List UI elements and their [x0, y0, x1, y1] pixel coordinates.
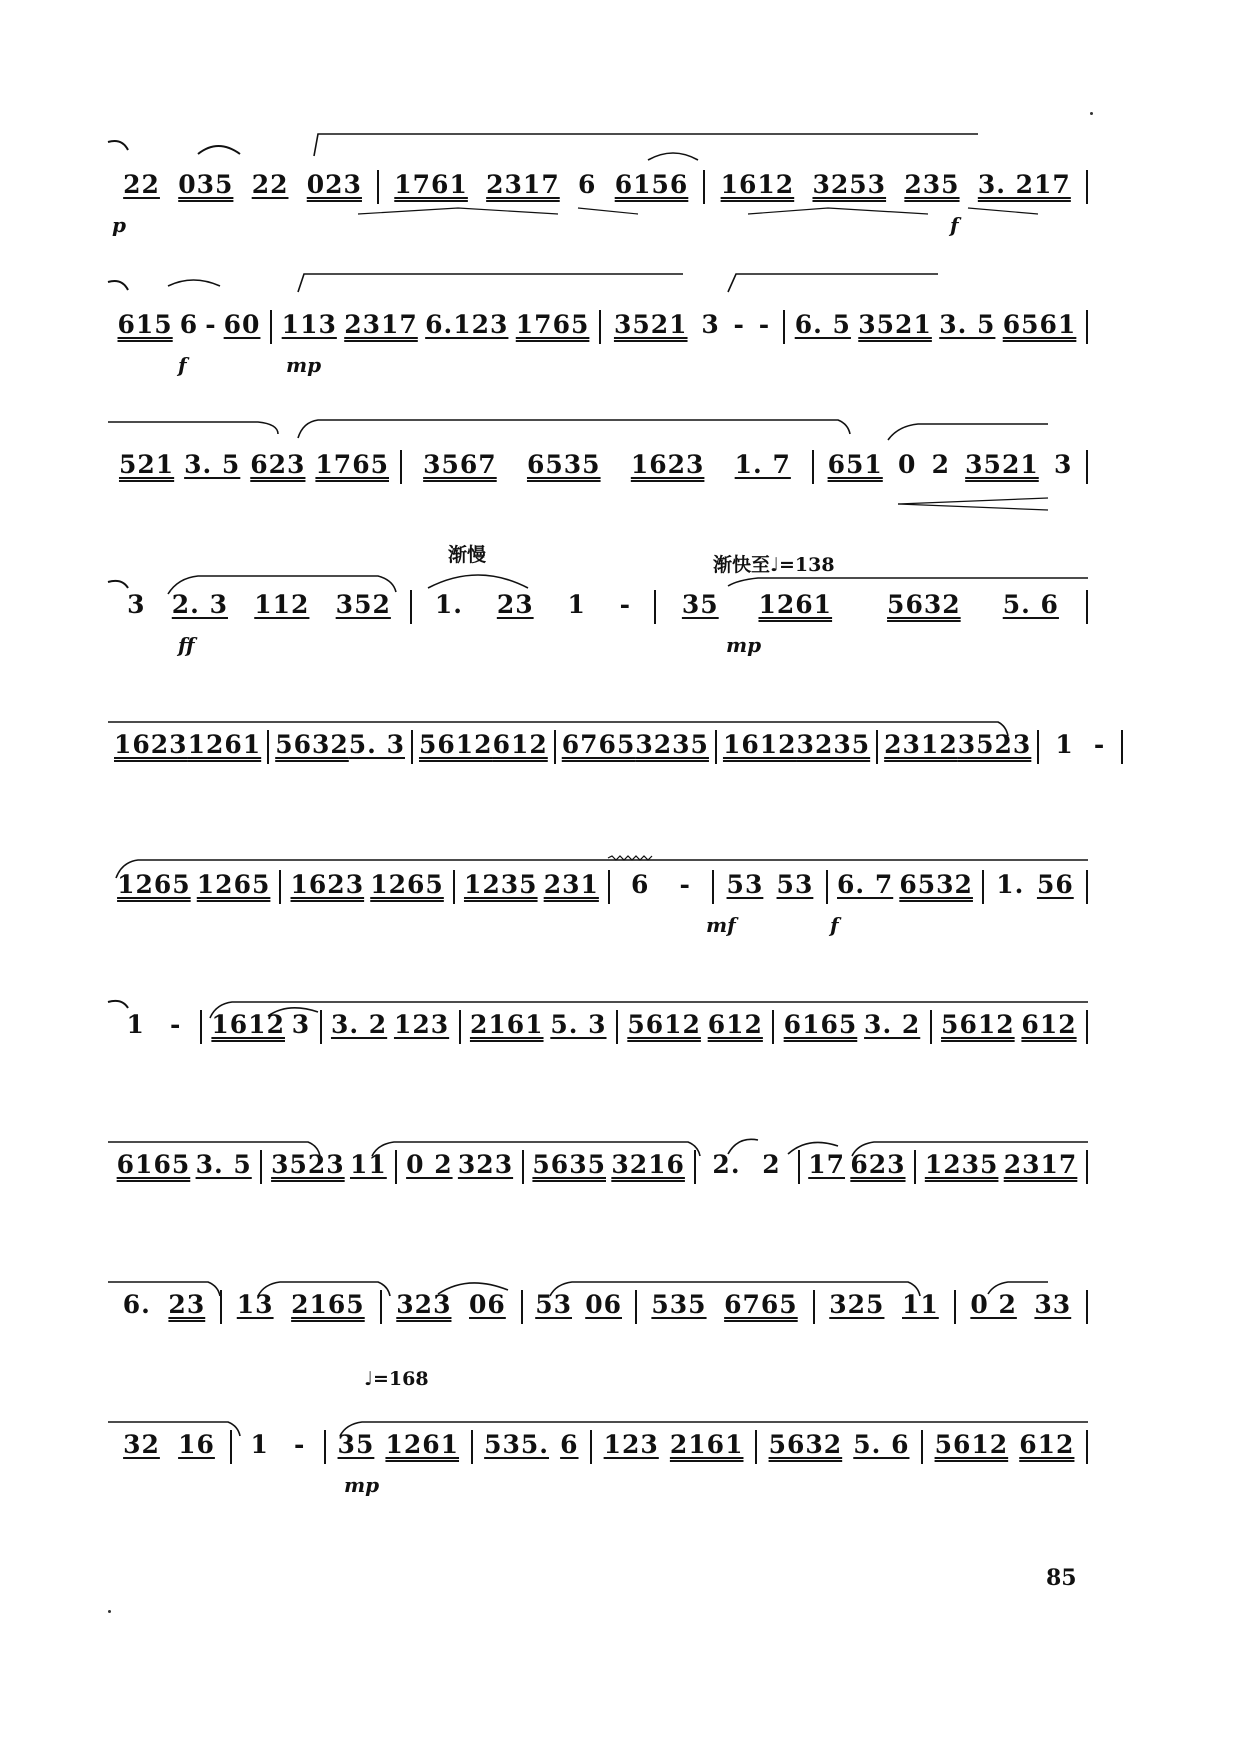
measure [523, 1290, 635, 1340]
note-group: 3567 [423, 450, 497, 479]
note-group: 6532 [899, 870, 973, 899]
measures [108, 450, 1088, 500]
measure [524, 1150, 694, 1200]
note-group: 323 [396, 1290, 452, 1319]
note-group: 6 [578, 170, 597, 199]
note-group: 1. [434, 590, 464, 619]
note-group: 6.123 [425, 310, 509, 339]
measures [108, 1010, 1088, 1060]
note-group: 3. 5 [195, 1150, 252, 1179]
measure [402, 450, 812, 500]
note-group: 11 [902, 1290, 939, 1319]
note-group: 0 [897, 450, 917, 479]
barline [1086, 1010, 1088, 1044]
note-group: 1261 [187, 730, 262, 759]
note-group: 60 [223, 310, 261, 339]
note-group: 5. 6 [853, 1430, 910, 1459]
note-group: 231 [543, 870, 599, 899]
note-group: 5632 [887, 590, 961, 619]
note-group: 06 [585, 1290, 622, 1319]
note-group: 1 [567, 590, 586, 619]
note-group: 612 [1019, 1430, 1075, 1459]
note-group: 1623 [290, 870, 365, 899]
measure [932, 1010, 1086, 1060]
note-group: - [733, 310, 745, 339]
note-group: 6 [179, 310, 199, 339]
page-number: 85 [1046, 1565, 1077, 1591]
dynamic-mark: f [950, 213, 959, 237]
measure [269, 730, 411, 780]
measures [108, 730, 1106, 780]
note-group: 06 [469, 1290, 506, 1319]
note-group: 5635 [532, 1150, 606, 1179]
note-group: 2317 [344, 310, 418, 339]
note-group: - [758, 310, 771, 339]
note-group: 6165 [116, 1150, 191, 1179]
note-group: 5612 [627, 1010, 701, 1039]
note-group: 1265 [117, 870, 191, 899]
dynamic-mark: mp [344, 1473, 380, 1497]
measure [108, 1010, 200, 1060]
barline [1086, 450, 1088, 484]
note-group: 623 [850, 1150, 906, 1179]
note-group: 6. [122, 1290, 151, 1319]
measure [108, 1150, 260, 1200]
note-group: 1612 [722, 730, 797, 759]
barline [1086, 1290, 1088, 1324]
note-group: 53 [776, 870, 814, 899]
dynamic-mark: mf [706, 913, 736, 937]
note-group: 13 [236, 1290, 274, 1319]
note-group: 3 [127, 590, 146, 619]
score-system [108, 538, 1088, 688]
note-group: 123 [393, 1010, 450, 1039]
note-group: 6765 [724, 1290, 798, 1319]
measure [202, 1010, 320, 1060]
note-group: 11 [349, 1150, 387, 1179]
note-group: 17 [808, 1150, 846, 1179]
note-group: 3235 [635, 730, 709, 759]
measure [774, 1010, 929, 1060]
note-group: 1765 [515, 310, 590, 339]
measure [322, 1010, 459, 1060]
note-group: 3 [1053, 450, 1073, 479]
note-group: 3216 [611, 1150, 685, 1179]
note-group: 0 2 [970, 1290, 1017, 1319]
note-group: - [205, 310, 217, 339]
note-group: - [679, 870, 691, 899]
barline [1086, 1430, 1088, 1464]
note-group: 6. 7 [837, 870, 894, 899]
measure [556, 730, 715, 780]
note-group: 2317 [1003, 1150, 1078, 1179]
note-group: 2165 [291, 1290, 365, 1319]
note-group: 612 [1021, 1010, 1077, 1039]
note-group: 5. 3 [348, 730, 405, 759]
note-group: 612 [492, 730, 548, 759]
note-group: 2. [712, 1150, 741, 1179]
note-group: 2161 [669, 1430, 744, 1459]
note-group: 23 [168, 1290, 206, 1319]
note-group: 5612 [418, 730, 493, 759]
note-group: 35 [681, 590, 719, 619]
note-group: - [619, 590, 632, 619]
note-group: 5612 [934, 1430, 1009, 1459]
dynamic-mark: mp [726, 633, 762, 657]
note-group: 6765 [561, 730, 636, 759]
score-system [108, 1238, 1088, 1388]
note-group: 6165 [783, 1010, 858, 1039]
score-system [108, 118, 1088, 268]
note-group: 53 [535, 1290, 572, 1319]
measure [717, 730, 876, 780]
measure [413, 730, 554, 780]
note-group: 3521 [613, 310, 688, 339]
tempo-mark-accel: 渐快至♩=138 [713, 554, 835, 576]
note-group: 3253 [812, 170, 887, 199]
note-group: 1261 [758, 590, 833, 619]
score-system [108, 1368, 1088, 1528]
note-group: 1261 [385, 1430, 460, 1459]
note-group: 535 [651, 1290, 707, 1319]
note-group: 16 [178, 1430, 215, 1459]
note-group: 352 [335, 590, 391, 619]
measure [262, 1150, 395, 1200]
note-group: 53 [726, 870, 764, 899]
tempo-mark: ♩=168 [364, 1368, 429, 1390]
note-group: 325 [829, 1290, 885, 1319]
note-group: 23 [496, 590, 534, 619]
note-group: 33 [1034, 1290, 1072, 1319]
speck-mark [1090, 112, 1093, 115]
note-group: 2317 [486, 170, 560, 199]
score-system [108, 678, 1106, 828]
measure [382, 1290, 521, 1340]
note-group: 113 [281, 310, 337, 339]
score-system [108, 1098, 1088, 1248]
dynamics [108, 1473, 1088, 1497]
measure [916, 1150, 1086, 1200]
note-group: 112 [254, 590, 310, 619]
note-group: 235 [904, 170, 960, 199]
note-group: 1 [1055, 730, 1074, 759]
note-group: 1235 [463, 870, 538, 899]
note-group: 615 [117, 310, 173, 339]
dynamics [108, 913, 1088, 937]
note-group: - [1093, 730, 1106, 759]
note-group: 3521 [965, 450, 1039, 479]
note-group: 1 [126, 1010, 145, 1039]
dynamic-mark: p [112, 213, 126, 237]
note-group: 0 2 [406, 1150, 453, 1179]
measure [108, 730, 267, 780]
dynamic-mark: f [830, 913, 839, 937]
note-group: 2312 [884, 730, 958, 759]
measure [1039, 730, 1121, 780]
dynamic-mark: f [178, 353, 187, 377]
note-group: 5. 6 [1002, 590, 1059, 619]
barline [1086, 310, 1088, 344]
note-group: 5. 3 [550, 1010, 607, 1039]
note-group: 2161 [469, 1010, 544, 1039]
note-group: 323 [457, 1150, 514, 1179]
note-group: 35 [337, 1430, 375, 1459]
note-group: 035 [178, 170, 234, 199]
note-group: 612 [707, 1010, 763, 1039]
tempo-mark-slow: 渐慢 [448, 544, 487, 566]
note-group: 6 [560, 1430, 579, 1459]
note-group: 1612 [720, 170, 795, 199]
barline [1086, 590, 1088, 624]
barline [1086, 170, 1088, 204]
score-system [108, 398, 1088, 548]
note-group: 2 [931, 450, 950, 479]
note-group: 1235 [924, 1150, 999, 1179]
measure [815, 1290, 954, 1340]
note-group: 1265 [370, 870, 444, 899]
note-group: 2. 3 [171, 590, 228, 619]
dynamics [108, 353, 1088, 377]
measure [696, 1150, 798, 1200]
note-group: 6 [631, 870, 650, 899]
score-system [108, 958, 1088, 1108]
dynamic-mark: mp [286, 353, 322, 377]
note-group: 1265 [196, 870, 271, 899]
measure [222, 1290, 380, 1340]
dynamics [108, 213, 1088, 237]
note-group: 1623 [114, 730, 188, 759]
note-group: 1761 [394, 170, 468, 199]
dynamic-mark: ff [178, 633, 195, 657]
note-group: 123 [603, 1430, 659, 1459]
note-group: 5632 [768, 1430, 843, 1459]
measure [800, 1150, 915, 1200]
note-group: 623 [250, 450, 306, 479]
note-group: 6535 [526, 450, 601, 479]
note-group: 1 [250, 1430, 269, 1459]
note-group: 3. 2 [864, 1010, 921, 1039]
note-group: 3. 217 [977, 170, 1071, 199]
speck-mark [108, 1610, 111, 1613]
measure [108, 1290, 220, 1340]
note-group: 5632 [275, 730, 349, 759]
score-system [108, 818, 1088, 968]
note-group: - [294, 1430, 306, 1459]
note-group: 1765 [315, 450, 389, 479]
note-group: 1623 [630, 450, 705, 479]
measure [878, 730, 1037, 780]
note-group: 535. [484, 1430, 550, 1459]
note-group: 22 [123, 170, 160, 199]
note-group: 3523 [271, 1150, 345, 1179]
note-group: 3523 [957, 730, 1032, 759]
dynamics [108, 633, 1088, 657]
note-group: 3 [701, 310, 720, 339]
note-group: - [170, 1010, 182, 1039]
note-group: 023 [306, 170, 362, 199]
note-group: 1612 [211, 1010, 285, 1039]
note-group: 32 [123, 1430, 160, 1459]
note-group: 6. 5 [794, 310, 851, 339]
barline [1086, 870, 1088, 904]
measure [108, 450, 400, 500]
measures [108, 1150, 1088, 1200]
note-group: 1. 7 [734, 450, 791, 479]
measure [397, 1150, 521, 1200]
measure [814, 450, 1086, 500]
note-group: 5612 [941, 1010, 1015, 1039]
note-group: 3. 2 [330, 1010, 388, 1039]
note-group: 6156 [614, 170, 689, 199]
note-group: 1. [996, 870, 1025, 899]
measures [108, 1290, 1088, 1340]
note-group: 521 [118, 450, 175, 479]
note-group: 56 [1036, 870, 1074, 899]
note-group: 3. 5 [939, 310, 996, 339]
measure [637, 1290, 813, 1340]
score-system [108, 258, 1088, 408]
measure [956, 1290, 1086, 1340]
note-group: 6561 [1002, 310, 1077, 339]
note-group: 3. 5 [184, 450, 241, 479]
measure [461, 1010, 616, 1060]
note-group: 3521 [858, 310, 932, 339]
note-group: 3235 [796, 730, 871, 759]
barline [1121, 730, 1123, 764]
barline [1086, 1150, 1088, 1184]
measure [618, 1010, 772, 1060]
note-group: 22 [251, 170, 289, 199]
note-group: 3 [291, 1010, 311, 1039]
note-group: 2 [762, 1150, 781, 1179]
note-group: 651 [827, 450, 883, 479]
